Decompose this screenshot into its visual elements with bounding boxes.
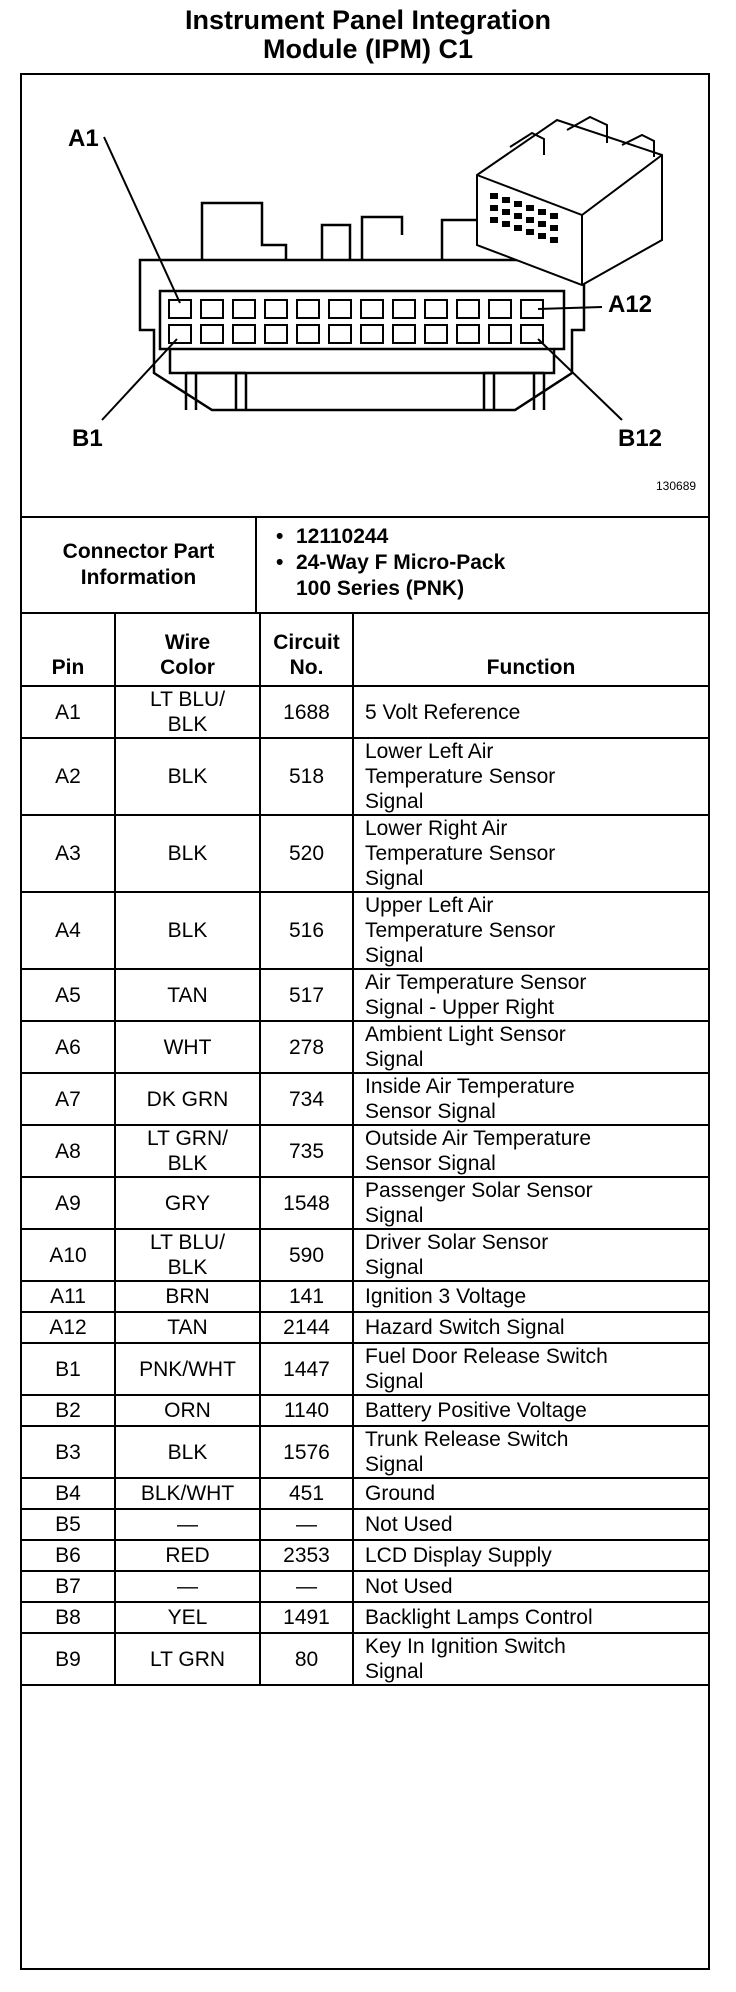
circuit-cell: 2353 [260,1540,353,1571]
connector-info-list [276,524,505,602]
pin-cell: B5 [22,1509,115,1540]
header-pin: Pin [22,614,115,686]
label-a1: A1 [68,125,99,152]
table-row [22,1540,708,1571]
wire-color-cell: PNK/WHT [115,1343,260,1395]
circuit-cell: 141 [260,1281,353,1312]
function-cell: Inside Air Temperature Sensor Signal [353,1073,708,1125]
circuit-cell: 1576 [260,1426,353,1478]
function-cell: 5 Volt Reference [353,686,708,738]
function-cell: Passenger Solar Sensor Signal [353,1177,708,1229]
pin-cell: B8 [22,1602,115,1633]
circuit-cell: 2144 [260,1312,353,1343]
function-cell: Backlight Lamps Control [353,1602,708,1633]
table-row [22,1478,708,1509]
connector-info-label-line2: Information [80,566,197,589]
function-cell: Lower Right Air Temperature Sensor Signal [353,815,708,892]
table-row [22,1571,708,1602]
circuit-cell: 518 [260,738,353,815]
table-row [22,1073,708,1125]
pinout-rows [22,686,708,1685]
pin-cell: B4 [22,1478,115,1509]
pin-cell: A6 [22,1021,115,1073]
pin-cell: A7 [22,1073,115,1125]
connector-diagram [22,75,708,518]
figure-number: 130689 [656,479,697,493]
pin-cell: A10 [22,1229,115,1281]
part-number: • 12110244 [276,524,505,550]
wire-color-cell: BLK [115,892,260,969]
wire-color-cell: YEL [115,1602,260,1633]
table-row [22,1633,708,1685]
label-b12: B12 [618,425,663,452]
circuit-cell: 80 [260,1633,353,1685]
header-circuit-no: Circuit No. [260,614,353,686]
circuit-cell: — [260,1509,353,1540]
table-row [22,892,708,969]
function-cell: Trunk Release Switch Signal [353,1426,708,1478]
function-cell: Not Used [353,1509,708,1540]
circuit-cell: 590 [260,1229,353,1281]
page-title-line1: Instrument Panel Integration [184,5,552,35]
connector-description-line1: 24-Way F Micro-Pack [296,551,506,574]
wire-color-cell: BRN [115,1281,260,1312]
function-cell: Outside Air Temperature Sensor Signal [353,1125,708,1177]
pin-cell: A5 [22,969,115,1021]
pin-cell: B2 [22,1395,115,1426]
circuit-cell: 735 [260,1125,353,1177]
wire-color-cell: RED [115,1540,260,1571]
wire-color-cell: BLK [115,815,260,892]
header-function: Function [353,614,708,686]
table-row [22,1281,708,1312]
table-row [22,1509,708,1540]
pin-cell: B1 [22,1343,115,1395]
wire-color-cell: TAN [115,969,260,1021]
table-row [22,969,708,1021]
circuit-cell: 1447 [260,1343,353,1395]
pin-cell: A9 [22,1177,115,1229]
connector-info-label [22,518,257,612]
table-row [22,1125,708,1177]
connector-description-line2: 100 Series (PNK) [296,577,465,600]
table-row [22,815,708,892]
circuit-cell: — [260,1571,353,1602]
wire-color-cell: LT BLU/ BLK [115,686,260,738]
table-row [22,738,708,815]
table-row [22,1229,708,1281]
table-row [22,1312,708,1343]
table-row [22,1177,708,1229]
table-header-row [22,614,708,686]
connector-part-information [22,518,708,614]
function-cell: Ignition 3 Voltage [353,1281,708,1312]
table-row [22,1021,708,1073]
function-cell: Lower Left Air Temperature Sensor Signal [353,738,708,815]
circuit-cell: 1140 [260,1395,353,1426]
table-row [22,1426,708,1478]
pinout-table [22,614,708,1686]
wire-color-cell: DK GRN [115,1073,260,1125]
connector-sheet [20,73,710,1970]
circuit-cell: 517 [260,969,353,1021]
function-cell: Battery Positive Voltage [353,1395,708,1426]
wire-color-cell: GRY [115,1177,260,1229]
circuit-cell: 451 [260,1478,353,1509]
header-wire-color: Wire Color [115,614,260,686]
connector-description [276,550,505,602]
pin-cell: A2 [22,738,115,815]
wire-color-cell: ORN [115,1395,260,1426]
function-cell: Upper Left Air Temperature Sensor Signal [353,892,708,969]
label-a12: A12 [608,291,653,318]
pin-cell: A1 [22,686,115,738]
wire-color-cell: WHT [115,1021,260,1073]
table-row [22,686,708,738]
wire-color-cell: LT GRN [115,1633,260,1685]
label-b1: B1 [72,425,103,452]
function-cell: Air Temperature Sensor Signal - Upper Right [353,969,708,1021]
connector-face-drawing [22,75,708,516]
pin-cell: A12 [22,1312,115,1343]
pin-cell: A3 [22,815,115,892]
pin-cell: B7 [22,1571,115,1602]
function-cell: Ground [353,1478,708,1509]
wire-color-cell: BLK/WHT [115,1478,260,1509]
function-cell: Hazard Switch Signal [353,1312,708,1343]
table-row [22,1395,708,1426]
function-cell: LCD Display Supply [353,1540,708,1571]
pin-cell: B3 [22,1426,115,1478]
pin-cell: A8 [22,1125,115,1177]
circuit-cell: 1491 [260,1602,353,1633]
function-cell: Key In Ignition Switch Signal [353,1633,708,1685]
page-title [0,6,736,64]
circuit-cell: 1688 [260,686,353,738]
function-cell: Fuel Door Release Switch Signal [353,1343,708,1395]
function-cell: Not Used [353,1571,708,1602]
circuit-cell: 734 [260,1073,353,1125]
page-title-line2: Module (IPM) C1 [263,34,473,64]
pin-cell: B6 [22,1540,115,1571]
pin-cell: A11 [22,1281,115,1312]
circuit-cell: 278 [260,1021,353,1073]
wire-color-cell: LT BLU/ BLK [115,1229,260,1281]
pin-cell: A4 [22,892,115,969]
table-row [22,1602,708,1633]
connector-info-label-line1: Connector Part [62,540,215,563]
wire-color-cell: BLK [115,738,260,815]
function-cell: Driver Solar Sensor Signal [353,1229,708,1281]
wire-color-cell: — [115,1571,260,1602]
wire-color-cell: TAN [115,1312,260,1343]
table-row [22,1343,708,1395]
wire-color-cell: BLK [115,1426,260,1478]
circuit-cell: 1548 [260,1177,353,1229]
circuit-cell: 520 [260,815,353,892]
wire-color-cell: — [115,1509,260,1540]
pin-cell: B9 [22,1633,115,1685]
wire-color-cell: LT GRN/ BLK [115,1125,260,1177]
function-cell: Ambient Light Sensor Signal [353,1021,708,1073]
circuit-cell: 516 [260,892,353,969]
